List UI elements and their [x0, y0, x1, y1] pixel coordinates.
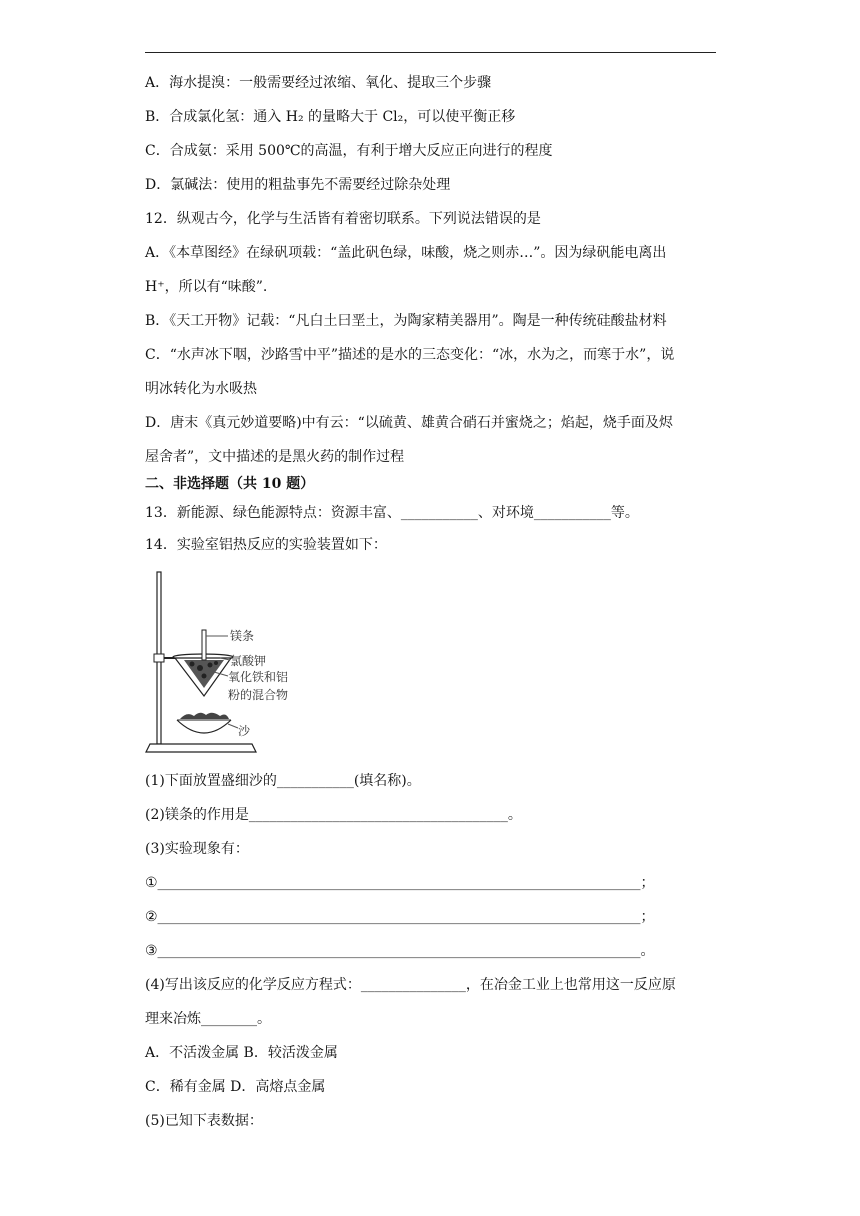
sub-question-2: (2)镁条的作用是_____________________________________。: [145, 807, 522, 823]
q12-option-b: B．《天工开物》记载：“凡白土曰垩土，为陶家精美器用”。陶是一种传统硅酸盐材料: [145, 313, 667, 329]
q12-option-a-line1: A．《本草图经》在绿矾项载：“盖此矾色绿，味酸，烧之则赤…”。因为绿矾能电离出: [145, 245, 667, 261]
option-c-ammonia: C．合成氨：采用 500℃的高温，有利于增大反应正向进行的程度: [145, 143, 553, 159]
question-14-stem: 14．实验室铝热反应的实验装置如下：: [145, 537, 387, 553]
thermite-apparatus-figure: [142, 568, 322, 758]
q12-option-d-line1: D．唐末《真元妙道要略)中有云：“以硫黄、雄黄合硝石并蜜烧之；焰起，烧手面及烬: [145, 415, 673, 431]
answer-blank-3: ③_____________________________________________________________________。: [145, 943, 655, 959]
header-rule: [145, 52, 716, 53]
sub-question-3: (3)实验现象有：: [145, 841, 249, 857]
sub-question-4-line2: 理来冶炼________。: [145, 1011, 271, 1027]
label-potassium-chlorate: 氯酸钾: [230, 654, 267, 668]
question-13: 13．新能源、绿色能源特点：资源丰富、___________、对环境___________等。: [145, 505, 639, 521]
option-b-hcl: B．合成氯化氢：通入 H₂ 的量略大于 Cl₂，可以使平衡正移: [145, 109, 516, 125]
label-magnesium-strip: 镁条: [230, 629, 255, 643]
sub-question-5: (5)已知下表数据：: [145, 1113, 263, 1129]
label-mixture-line2: 粉的混合物: [228, 688, 289, 702]
answer-blank-1: ①_____________________________________________________________________；: [145, 875, 655, 891]
answer-blank-2: ②_____________________________________________________________________；: [145, 909, 655, 925]
option-a-bromine: A．海水提溴：一般需要经过浓缩、氧化、提取三个步骤: [145, 75, 492, 91]
choice-a-b: A．不活泼金属 B．较活泼金属: [145, 1045, 338, 1061]
q12-option-d-line2: 屋舍者”，文中描述的是黑火药的制作过程: [145, 449, 405, 465]
q12-option-c-line2: 明冰转化为水吸热: [145, 381, 257, 397]
sub-question-1: (1)下面放置盛细沙的___________(填名称)。: [145, 773, 421, 789]
section-heading: 二、非选择题（共 10 题）: [145, 476, 315, 492]
q12-option-a-line2: H⁺，所以有“味酸”.: [145, 279, 268, 295]
label-mixture-line1: 氧化铁和铝: [228, 670, 289, 684]
question-12-stem: 12．纵观古今，化学与生活皆有着密切联系。下列说法错误的是: [145, 211, 541, 227]
choice-c-d: C．稀有金属 D．高熔点金属: [145, 1079, 326, 1095]
option-d-chloralkali: D．氯碱法：使用的粗盐事先不需要经过除杂处理: [145, 177, 451, 193]
label-sand: 沙: [238, 724, 251, 738]
sub-question-4-line1: (4)写出该反应的化学反应方程式：_______________，在冶金工业上也常用这一反应原: [145, 977, 676, 993]
q12-option-c-line1: C．“水声冰下咽，沙路雪中平”描述的是水的三态变化：“冰，水为之，而寒于水”，说: [145, 347, 675, 363]
